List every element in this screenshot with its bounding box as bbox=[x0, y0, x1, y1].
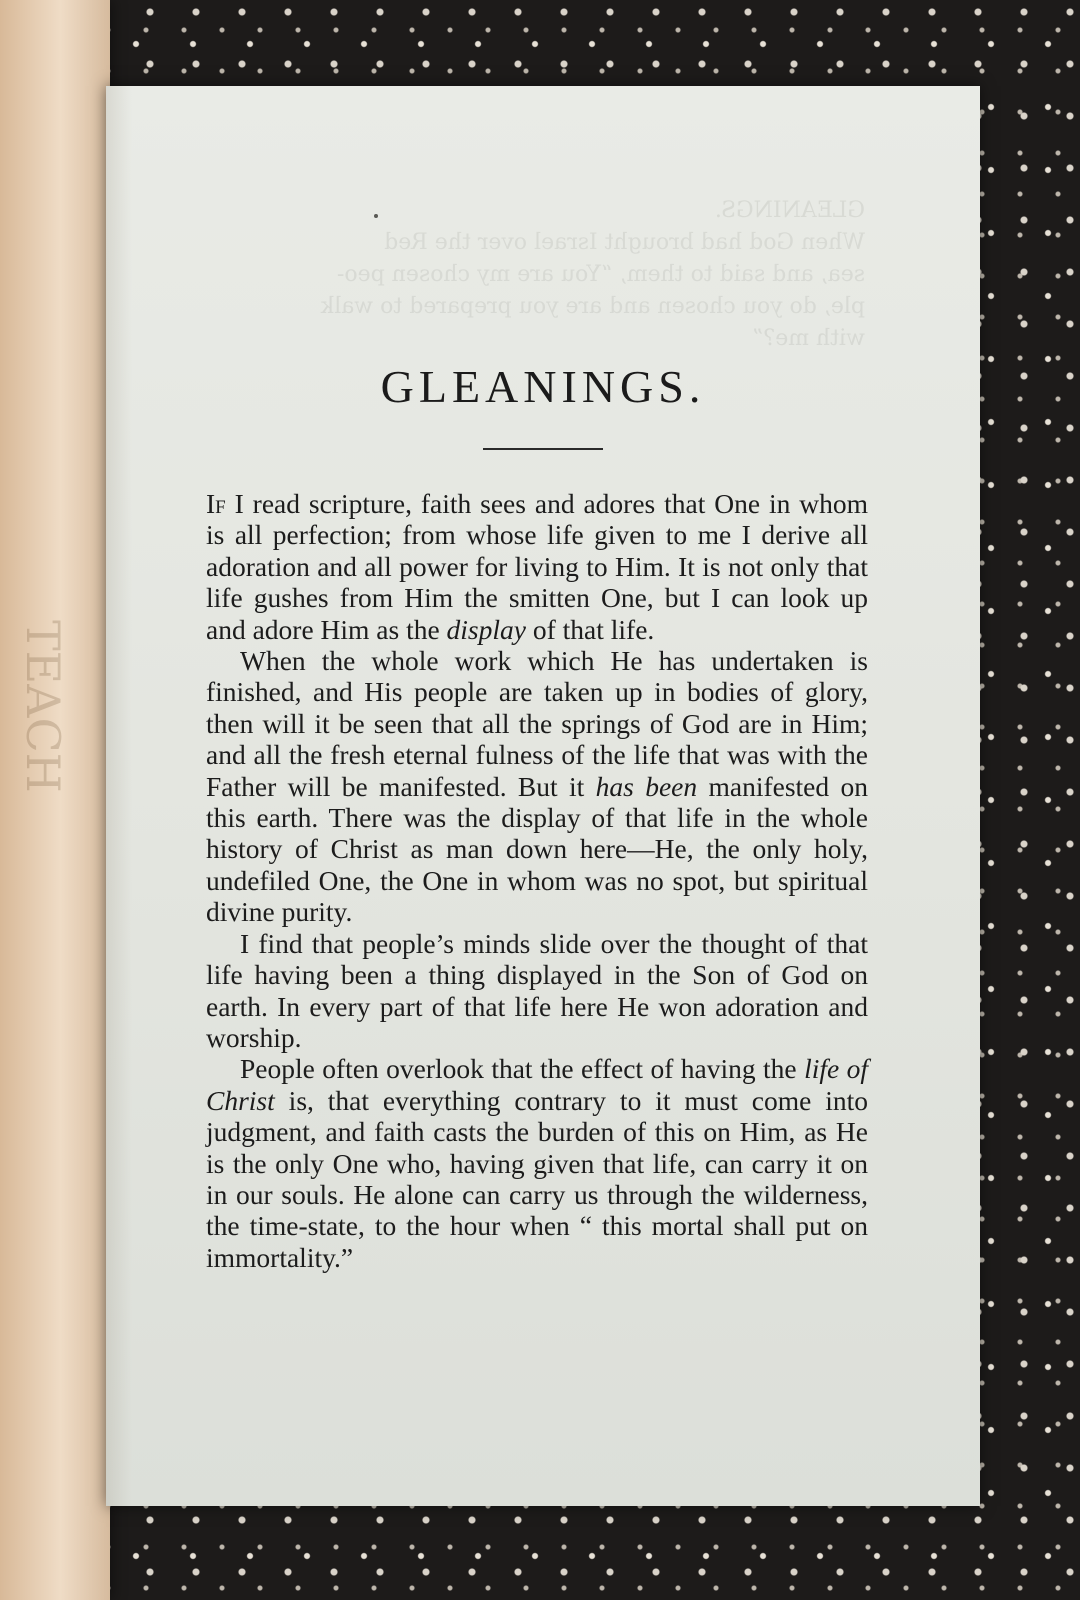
drop-word: If bbox=[206, 488, 226, 519]
reverse-page-show-through: GLEANINGS. When God had brought Israel over the Red sea, and said to them, “You are my chosen peo- ple, do you chosen and are you prepared to walk with me?” bbox=[320, 198, 865, 351]
facing-page bbox=[0, 0, 110, 1600]
paragraph-1: If I read scripture, faith sees and adores that One in whom is all perfection; from whose life given to me I derive all adoration and all power for living to Him. It is not only that life gushes from Him the smitten One, but I can look up and adore Him as the display of that life. bbox=[206, 488, 868, 645]
page-body bbox=[206, 488, 868, 1273]
paragraph-2: When the whole work which He has undertaken is finished, and His people are taken up in bodies of glory, then will it be seen that all the springs of God are in Him; and all the fresh eternal fulness of the life that was with the Father will be manifested. But it has been manifested on this earth. There was the display of that life in the whole history of Christ as man down here—He, the only holy, undefiled One, the One in whom was no spot, but spiritual divine purity. bbox=[206, 645, 868, 928]
page-title: GLEANINGS. bbox=[380, 361, 706, 412]
facing-page-show-through: TEACH bbox=[16, 620, 70, 793]
paragraph-4: People often overlook that the effect of having the life of Christ is, that everything contrary to it must come into judgment, and faith casts the burden of this on Him, as He is the only One who, having given that life, can carry it on in our souls. He alone can carry us through the wilderness, the time-state, to the hour when “ this mortal shall put on immortality.” bbox=[206, 1053, 868, 1273]
paragraph-3: I find that people’s minds slide over the thought of that life having been a thing displayed in the Son of God on earth. In every part of that life here He won adoration and worship. bbox=[206, 927, 868, 1053]
title-rule bbox=[483, 448, 603, 450]
